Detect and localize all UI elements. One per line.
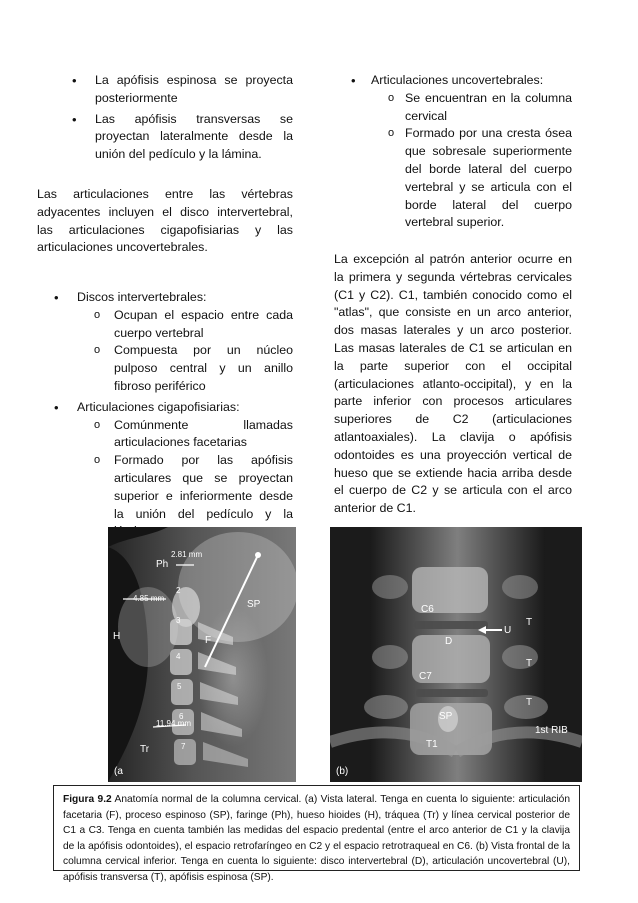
list-item-label: Articulaciones cigapofisiarias:: [77, 399, 240, 414]
vertebra-label-2: 2: [176, 586, 181, 595]
list-item: • Las apófisis transversas se proyectan lateralmente desde la unión del pedículo y la lámina.: [55, 111, 293, 164]
list-item: [334, 72, 572, 232]
sub-list: [77, 307, 293, 396]
list-item-label: Articulaciones uncovertebrales:: [371, 73, 544, 87]
label-sp: SP: [439, 711, 453, 722]
xray-lateral-image: [108, 527, 296, 782]
list-item: [37, 289, 293, 396]
label-ph: Ph: [156, 559, 169, 570]
sub-list-item: o Formado por las apófisis articulares que se proyectan superior e inferiormente desde la unión del pedículo y la: [77, 452, 293, 541]
list-item: • La apófisis espinosa se proyecta posteriormente: [55, 72, 293, 108]
label-u: U: [504, 625, 512, 636]
left-joint-list: [37, 289, 293, 544]
left-intro-block: [37, 186, 293, 257]
label-d: D: [445, 636, 453, 647]
xray-frontal-image: [330, 527, 582, 782]
label-f: F: [205, 635, 212, 646]
measure-mid: 4.85 mm: [133, 594, 165, 603]
figure-caption: [53, 785, 580, 883]
label-c6: C6: [421, 604, 434, 615]
measure-top: 2.81 mm: [171, 550, 203, 559]
label-c7: C7: [419, 671, 432, 682]
sub-list-item: o Formado por una cresta ósea que sobresale superiormente del borde lateral del cuerpo vertebral y se articula con el borde lateral del cuerpo vertebral superior.: [371, 125, 572, 232]
label-t1: T1: [426, 739, 438, 750]
vertebra-label-5: 5: [177, 682, 182, 691]
sub-list: [371, 90, 572, 232]
sub-list-item: o Comúnmente llamadas articulaciones facetarias: [77, 417, 293, 453]
vertebra-label-6: 6: [179, 712, 184, 721]
xray-lateral-view: [108, 527, 296, 782]
intro-paragraph: Las articulaciones entre las vértebras adyacentes incluyen el disco intervertebral, las articulaciones cigapofisiarias y las articulaciones uncovertebrales.: [37, 187, 293, 255]
list-item: [37, 399, 293, 541]
caption-text: Anatomía normal de la columna cervical. (a) Vista lateral. Tenga en cuenta lo siguiente: articulación facetaria (F), proceso espinoso (SP), faringe (Ph), hueso hioides (H), tráquea (Tr) y línea cervical posterior de C1 a C3. Tenga en cuenta también las medidas del espacio predental (entre el arco anterior de C1 y la clavija de la apófisis odontoides), el espacio retrofaríngeo en C2 y el espacio retrotraqueal en C6. (b) Vista frontal de la columna cervical inferior. Tenga en cuenta lo siguiente: disco intervertebral (D), articulación uncovertebral (U), apófisis transversa (T), apófisis espinosa (SP).: [63, 794, 570, 883]
figure-label: Figura 9.2: [63, 794, 112, 805]
uncovertebral-bullet-list: [334, 72, 572, 232]
label-first-rib: 1st RIB: [535, 725, 568, 736]
list-item-label: Discos intervertebrales:: [77, 290, 207, 304]
vertebra-label-3: 3: [176, 616, 181, 625]
label-t-upper: T: [526, 617, 533, 628]
label-h: H: [113, 631, 121, 642]
label-tr: Tr: [140, 744, 150, 755]
left-column: [55, 72, 293, 167]
right-column-list: [334, 72, 572, 235]
label-t-middle: T: [526, 658, 533, 669]
label-t-lower: T: [526, 697, 533, 708]
joint-bullet-list: [37, 289, 293, 541]
vertebra-label-4: 4: [176, 652, 181, 661]
vertebra-label-7: 7: [181, 742, 186, 751]
sub-list-item: o Ocupan el espacio entre cada cuerpo vertebral: [77, 307, 293, 343]
panel-label-b: (b): [336, 766, 349, 777]
sub-list-item: o Se encuentran en la columna cervical: [371, 90, 572, 126]
right-paragraph-block: [334, 251, 572, 518]
xray-frontal-view: [330, 527, 582, 782]
measure-bottom: 11.94 mm: [156, 719, 191, 728]
panel-label-a: (a: [114, 766, 123, 777]
left-top-bullet-list: [55, 72, 293, 164]
sub-list: [77, 417, 293, 542]
sub-list-item: o Compuesta por un núcleo pulposo central y un anillo fibroso periférico: [77, 342, 293, 395]
c1-c2-paragraph: La excepción al patrón anterior ocurre en la primera y segunda vértebras cervicales (C1 y C2). C1, también conocido como el "atlas", que consiste en un arco anterior, dos masas laterales y un arco posterior. Las masas laterales de C1 se articulan en la parte superior con el occipital (articulaciones atlanto-occipital), y en la parte inferior con procesos articulares superiores de C2 (articulaciones atlantoaxiales). La clavija o apófisis odontoides es una proyección vertical de hueso que se extiende hacia arriba desde el cuerpo de C2 y se articula con el arco anterior de C1.: [334, 252, 572, 516]
label-sp: SP: [247, 599, 261, 610]
